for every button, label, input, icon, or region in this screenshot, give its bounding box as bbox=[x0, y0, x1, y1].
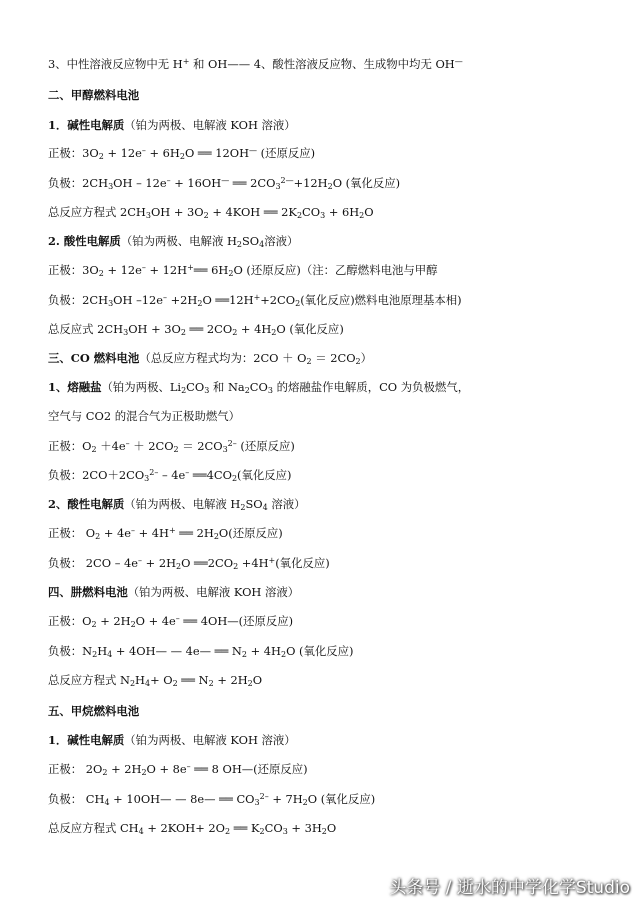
equation-cathode: 正极： $O_2 + 4e^- + 4H^+$ ══ $2H_2O$(还原反应) bbox=[48, 526, 283, 541]
equation-cathode: 正极：$3O_2 + 12e^-$ + 12H+══ $6H_2O$ (还原反应)（注：乙醇燃料电池与甲醇 bbox=[48, 263, 438, 278]
section-heading-methane: 五、甲烷燃料电池 bbox=[48, 704, 140, 718]
equation-overall: 总反应方程式 $CH_4 + 2KOH+ 2O_2$ ══ $K_2CO_3 + 3H_2O$ bbox=[48, 821, 337, 836]
equation-anode: 负极：$2CH_3OH - 12e^- + 16OH^—$ ══ $2CO_3^{2—}+12H_2O$ (氧化反应) bbox=[48, 176, 401, 191]
equation-anode: 负极： $CH_4$ + 10OH— — 8e— ══ $CO_3^{2-} + 7H_2O$ (氧化反应) bbox=[48, 792, 376, 807]
equation-overall: 总反应方程式 $N_2H_4+ O_2$ ══ $N_2 + 2H_2O$ bbox=[48, 673, 263, 688]
continuation-line: 空气与 CO2 的混合气为正极助燃气） bbox=[48, 409, 241, 423]
subheading-acidic: 2、酸性电解质（铂为两极、电解液 $H_2SO_4$ 溶液） bbox=[48, 497, 306, 512]
subheading-alkaline: 1．碱性电解质（铂为两极、电解液 KOH 溶液） bbox=[48, 733, 296, 747]
equation-cathode: 正极：$O_2 +4e^- + 2CO_2 = 2CO_3^{2-}$ (还原反应) bbox=[48, 439, 295, 454]
subheading-molten-salt: 1、熔融盐（铂为两极、$Li_2CO_3$ 和 $Na_2CO_3$ 的熔融盐作电解质，CO 为负极燃气， bbox=[48, 380, 470, 395]
section-heading-co: 三、CO 燃料电池（总反应方程式均为：$2CO + O_2 = 2CO_2$） bbox=[48, 351, 373, 366]
equation-anode: 负极：$2CO+2CO_3^{2-} - 4e^-$ $══4CO_2$(氧化反应) bbox=[48, 468, 292, 483]
section-heading-hydrazine: 四、肼燃料电池（铂为两极、电解液 KOH 溶液） bbox=[48, 585, 300, 599]
section-heading-methanol: 二、甲醇燃料电池 bbox=[48, 88, 140, 102]
equation-cathode: 正极：$O_2 + 2H_2O + 4e^-$ ══ 4OH—(还原反应) bbox=[48, 614, 294, 629]
note-line: 3、中性溶液反应物中无 H+ 和 OH—— 4、酸性溶液反应物、生成物中均无 OH— bbox=[48, 57, 463, 71]
equation-cathode: 正极：$3O_2 + 12e^- + 6H_2O$ ══ 12OH— (还原反应) bbox=[48, 146, 316, 161]
equation-anode: 负极：$2CH_3OH$ $-12e^- +2H_2O$ $══12H^++2CO_2$(氧化反应)燃料电池原理基本相) bbox=[48, 293, 462, 308]
equation-anode: 负极： $2CO - 4e^- + 2H_2O$ $══2CO_2 +4H^+$(氧化反应) bbox=[48, 556, 330, 571]
equation-overall: 总反应式 $2CH_3OH + 3O_2$ ══ $2CO_2 + 4H_2O$ (氧化反应) bbox=[48, 322, 344, 337]
equation-cathode: 正极： $2O_2 + 2H_2O + 8e^-$ ══ 8 OH—(还原反应) bbox=[48, 762, 308, 777]
equation-overall: 总反应方程式 $2CH_3OH + 3O_2 + 4KOH$ ══ $2K_2CO_3 + 6H_2O$ bbox=[48, 205, 374, 220]
watermark: 头条号 / 逝水的中学化学Studio bbox=[389, 878, 630, 898]
subheading-acidic: 2. 酸性电解质（铂为两极、电解液 $H_2SO_4$溶液） bbox=[48, 234, 299, 249]
subheading-alkaline: 1．碱性电解质（铂为两极、电解液 KOH 溶液） bbox=[48, 118, 296, 132]
equation-anode: 负极：$N_2H_4$ + 4OH— — 4e— ══ $N_2 + 4H_2O$ (氧化反应) bbox=[48, 644, 354, 659]
